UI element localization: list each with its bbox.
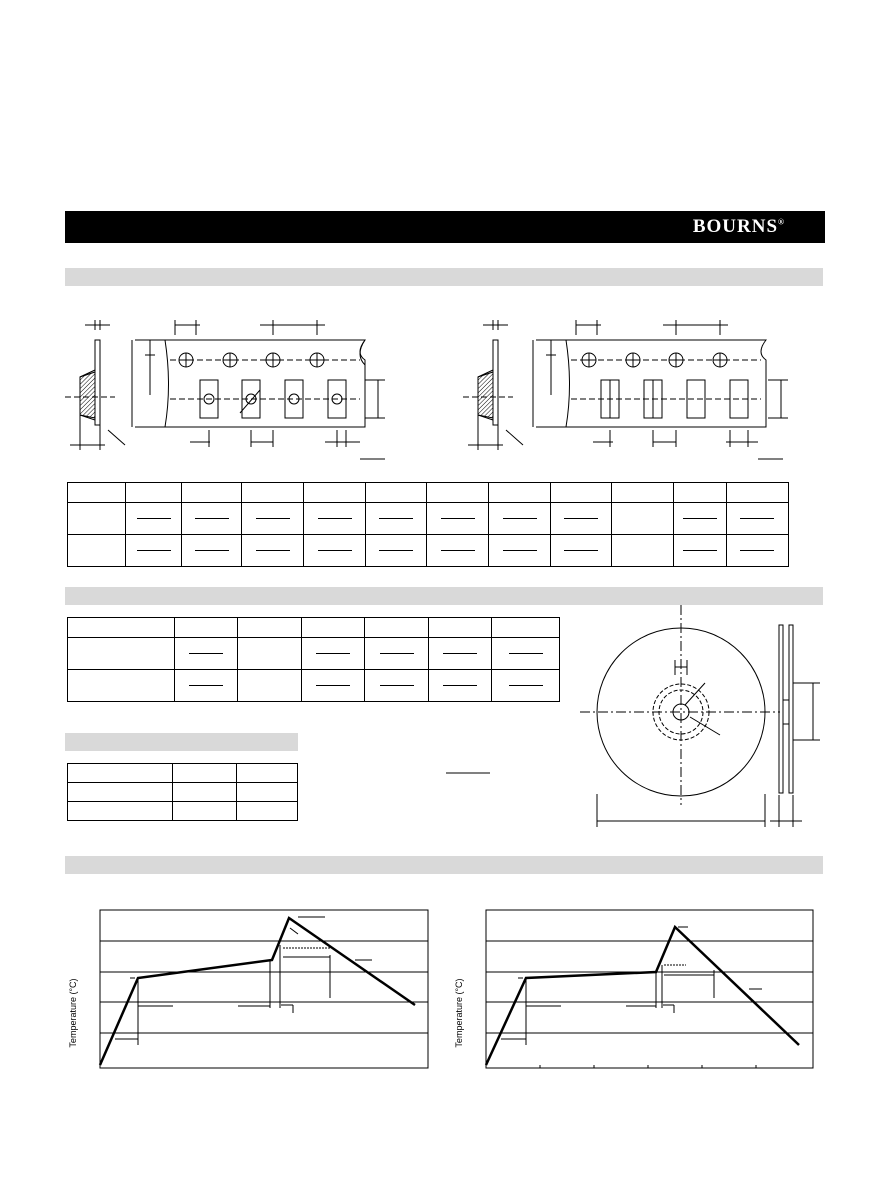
reel-drawing	[580, 605, 830, 830]
tape-drawing-right	[458, 315, 798, 465]
chart-right-ylabel: Temperature (°C)	[454, 978, 464, 1048]
section-band-quantity	[65, 733, 298, 751]
reflow-chart-left	[60, 905, 440, 1075]
tape-drawing-left	[60, 315, 400, 465]
section-band-reflow	[65, 856, 823, 874]
bourns-logo: BOURNS®	[692, 216, 785, 237]
section-band-reel	[65, 587, 823, 605]
reflow-chart-right	[446, 905, 826, 1075]
header-bar	[65, 211, 825, 243]
section-band-tape	[65, 268, 823, 286]
reel-dimension-table	[67, 617, 560, 702]
chart-left-ylabel: Temperature (°C)	[68, 978, 78, 1048]
tape-dimension-table	[67, 482, 789, 567]
fraction-line	[446, 772, 491, 776]
quantity-table	[67, 763, 298, 821]
